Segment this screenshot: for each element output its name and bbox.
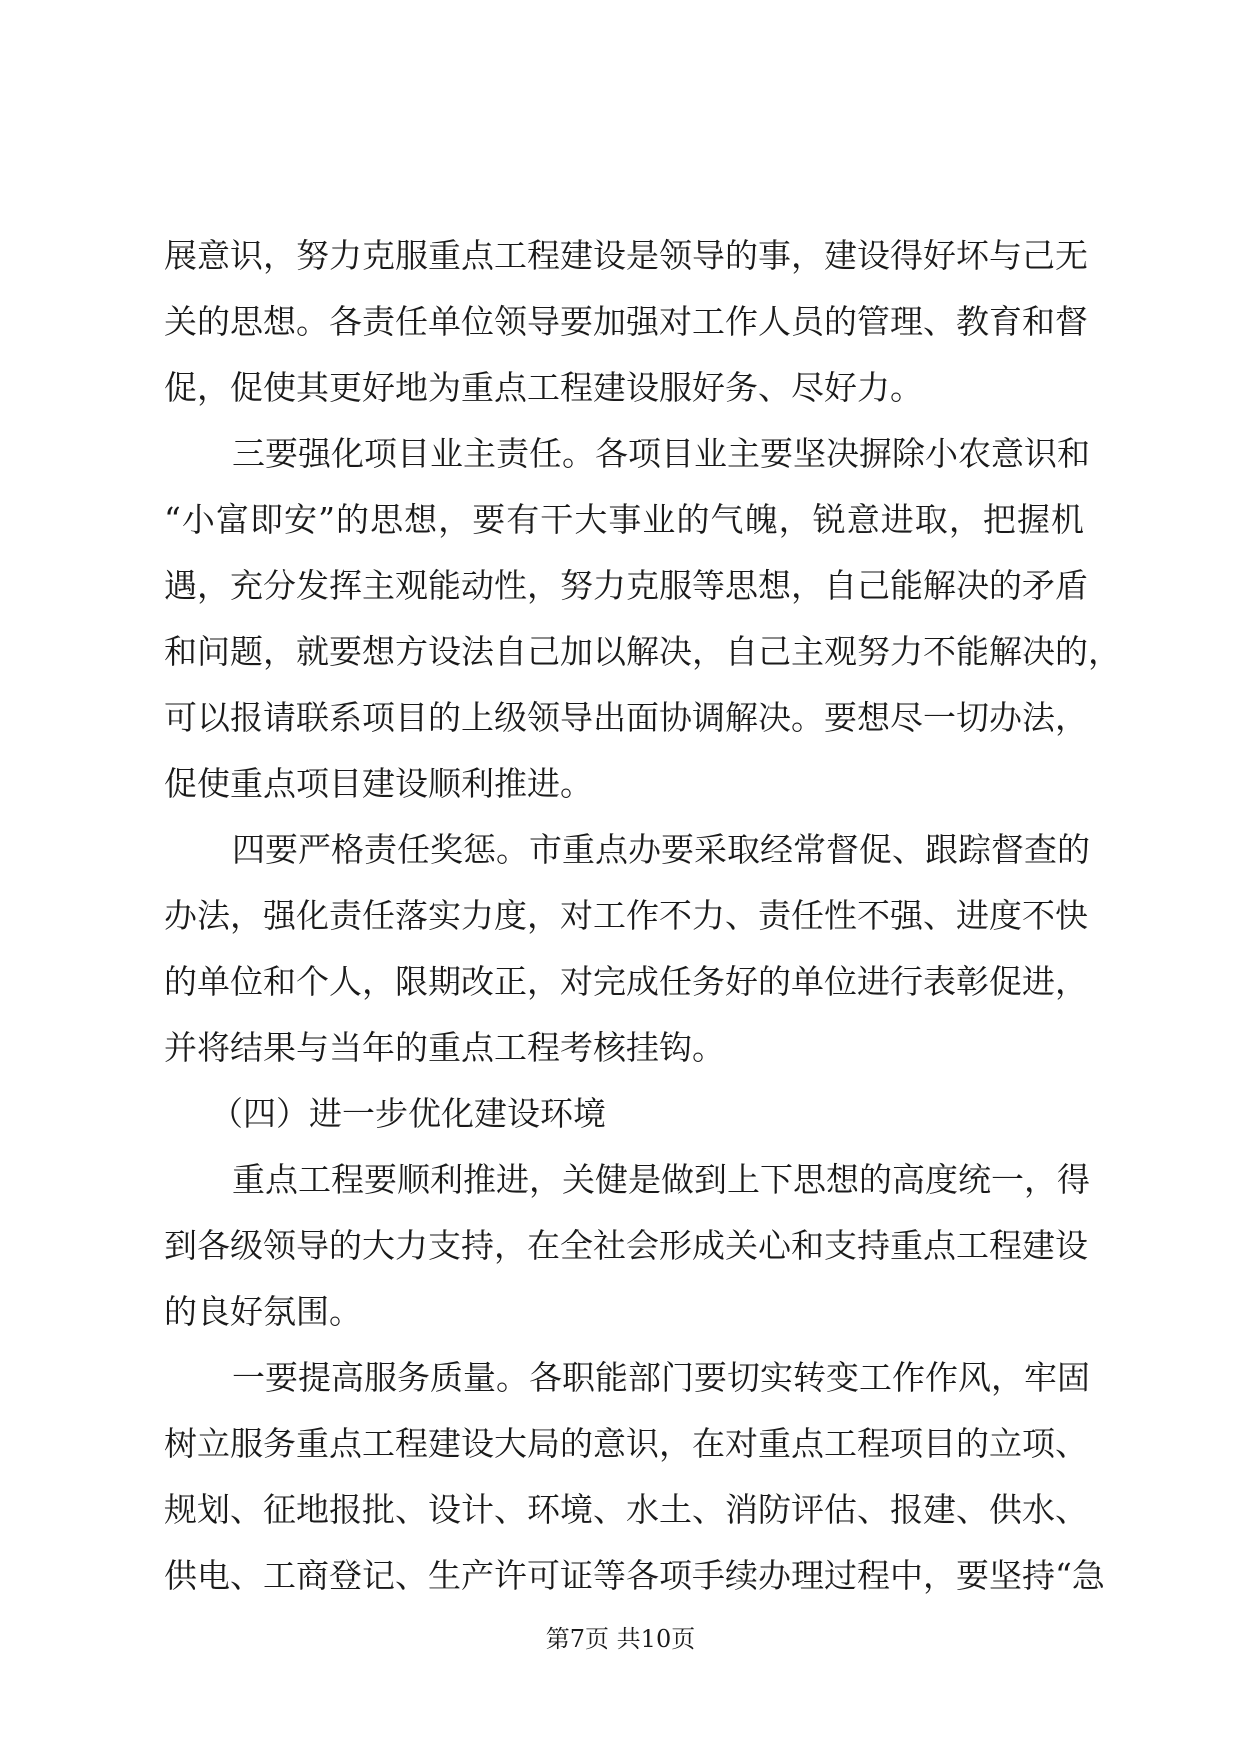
body-line: 和问题，就要想方设法自己加以解决，自己主观努力不能解决的， (164, 632, 1121, 671)
body-line: 促，促使其更好地为重点工程建设服好务、尽好力。 (164, 368, 923, 407)
body-line: 可以报请联系项目的上级领导出面协调解决。要想尽一切办法， (164, 698, 1088, 737)
paragraph-start-line: 重点工程要顺利推进，关健是做到上下思想的高度统一，得 (232, 1160, 1090, 1199)
body-line: 供电、工商登记、生产许可证等各项手续办理过程中，要坚持“急 (164, 1556, 1105, 1595)
body-line: “小富即安”的思想，要有干大事业的气魄，锐意进取，把握机 (164, 500, 1084, 539)
paragraph-start-line: 四要严格责任奖惩。市重点办要采取经常督促、跟踪督查的 (232, 830, 1090, 869)
paragraph-start-line: 三要强化项目业主责任。各项目业主要坚决摒除小农意识和 (232, 434, 1090, 473)
body-line: 的单位和个人，限期改正，对完成任务好的单位进行表彰促进， (164, 962, 1088, 1001)
body-line: 的良好氛围。 (164, 1292, 362, 1331)
section-heading: （四）进一步优化建设环境 (210, 1094, 606, 1133)
body-line: 规划、征地报批、设计、环境、水土、消防评估、报建、供水、 (164, 1490, 1088, 1529)
page-number-footer: 第7页 共10页 (545, 1625, 696, 1653)
body-line: 办法，强化责任落实力度，对工作不力、责任性不强、进度不快 (164, 896, 1088, 935)
body-line: 并将结果与当年的重点工程考核挂钩。 (164, 1028, 725, 1067)
body-line: 关的思想。各责任单位领导要加强对工作人员的管理、教育和督 (164, 302, 1088, 341)
paragraph-start-line: 一要提高服务质量。各职能部门要切实转变工作作风，牢固 (232, 1358, 1090, 1397)
body-line: 促使重点项目建设顺利推进。 (164, 764, 593, 803)
body-line: 树立服务重点工程建设大局的意识，在对重点工程项目的立项、 (164, 1424, 1088, 1463)
body-line: 展意识，努力克服重点工程建设是领导的事，建设得好坏与己无 (164, 236, 1088, 275)
body-line: 遇，充分发挥主观能动性，努力克服等思想，自己能解决的矛盾 (164, 566, 1088, 605)
body-line: 到各级领导的大力支持，在全社会形成关心和支持重点工程建设 (164, 1226, 1088, 1265)
